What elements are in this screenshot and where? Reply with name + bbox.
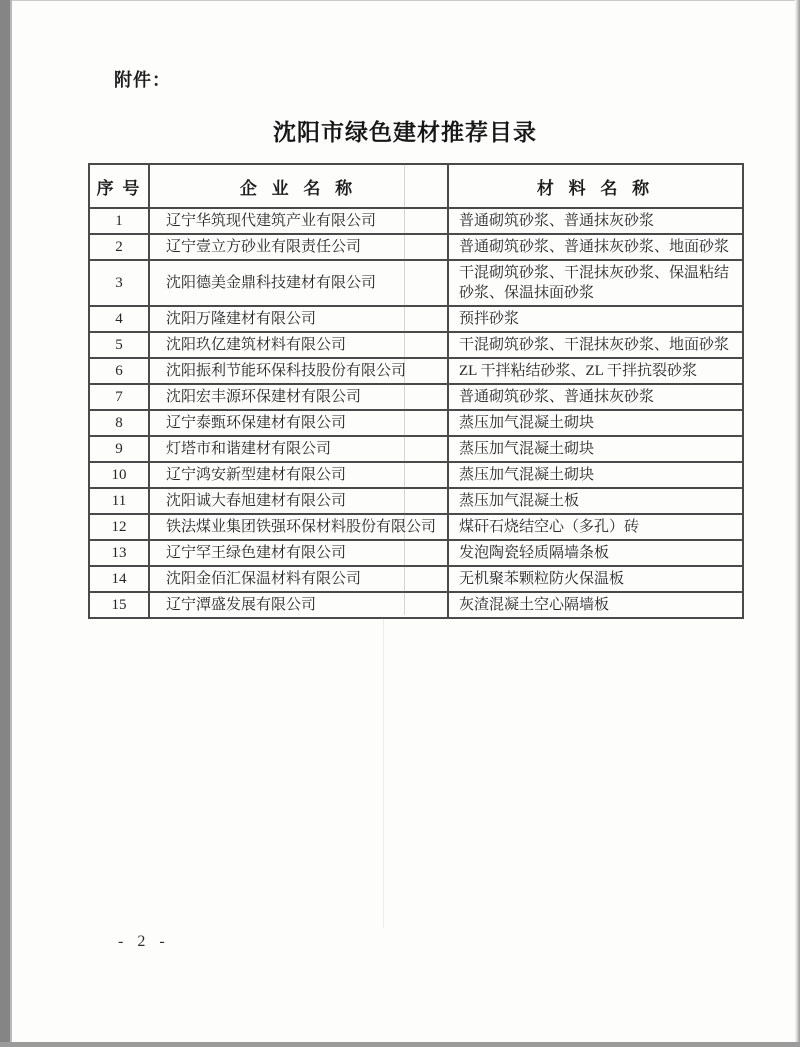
material-cell: ZL 干拌粘结砂浆、ZL 干拌抗裂砂浆 [448, 358, 743, 384]
company-cell: 辽宁潭盛发展有限公司 [149, 592, 448, 618]
company-cell: 辽宁华筑现代建筑产业有限公司 [149, 208, 448, 234]
table-row [89, 358, 743, 384]
row-number-cell: 14 [89, 566, 149, 592]
scan-edge-left [0, 0, 12, 1047]
table-row [89, 566, 743, 592]
table-row [89, 436, 743, 462]
page-title: 沈阳市绿色建材推荐目录 [273, 119, 537, 145]
material-cell: 普通砌筑砂浆、普通抹灰砂浆 [448, 208, 743, 234]
table-row [89, 208, 743, 234]
table-header [89, 164, 743, 208]
row-number-cell: 6 [89, 358, 149, 384]
company-cell: 沈阳振利节能环保科技股份有限公司 [149, 358, 448, 384]
company-cell: 沈阳宏丰源环保建材有限公司 [149, 384, 448, 410]
company-cell: 辽宁罕王绿色建材有限公司 [149, 540, 448, 566]
company-cell: 辽宁泰甄环保建材有限公司 [149, 410, 448, 436]
material-cell: 干混砌筑砂浆、干混抹灰砂浆、保温粘结砂浆、保温抹面砂浆 [448, 260, 743, 306]
table-row [89, 462, 743, 488]
table-row [89, 260, 743, 306]
row-number-cell: 11 [89, 488, 149, 514]
catalog-table [88, 163, 744, 619]
paper-crease-line [404, 163, 405, 615]
row-number-cell: 10 [89, 462, 149, 488]
page-number: - 2 - [118, 933, 170, 950]
scan-edge-bottom [0, 1042, 800, 1047]
company-cell: 铁法煤业集团铁强环保材料股份有限公司 [149, 514, 448, 540]
company-cell: 沈阳金佰汇保温材料有限公司 [149, 566, 448, 592]
row-number-cell: 9 [89, 436, 149, 462]
company-cell: 辽宁壹立方砂业有限责任公司 [149, 234, 448, 260]
table-row [89, 488, 743, 514]
material-cell: 蒸压加气混凝土砌块 [448, 436, 743, 462]
row-number-cell: 15 [89, 592, 149, 618]
row-number-cell: 3 [89, 260, 149, 306]
table-body [89, 208, 743, 618]
header-row [89, 164, 743, 208]
company-cell: 沈阳德美金鼎科技建材有限公司 [149, 260, 448, 306]
row-number-cell: 12 [89, 514, 149, 540]
company-cell: 辽宁鸿安新型建材有限公司 [149, 462, 448, 488]
row-number-cell: 4 [89, 306, 149, 332]
header-company-name: 企 业 名 称 [149, 164, 448, 208]
row-number-cell: 8 [89, 410, 149, 436]
row-number-cell: 7 [89, 384, 149, 410]
row-number-cell: 5 [89, 332, 149, 358]
material-cell: 无机聚苯颗粒防火保温板 [448, 566, 743, 592]
company-cell: 沈阳万隆建材有限公司 [149, 306, 448, 332]
company-cell: 沈阳诚大春旭建材有限公司 [149, 488, 448, 514]
paper-crease-line-lower [383, 618, 384, 928]
material-cell: 蒸压加气混凝土砌块 [448, 410, 743, 436]
company-cell: 沈阳玖亿建筑材料有限公司 [149, 332, 448, 358]
row-number-cell: 13 [89, 540, 149, 566]
header-material-name: 材 料 名 称 [448, 164, 743, 208]
company-cell: 灯塔市和谐建材有限公司 [149, 436, 448, 462]
header-serial-number: 序 号 [89, 164, 149, 208]
row-number-cell: 1 [89, 208, 149, 234]
material-cell: 干混砌筑砂浆、干混抹灰砂浆、地面砂浆 [448, 332, 743, 358]
table-row [89, 540, 743, 566]
material-cell: 灰渣混凝土空心隔墙板 [448, 592, 743, 618]
material-cell: 普通砌筑砂浆、普通抹灰砂浆 [448, 384, 743, 410]
material-cell: 蒸压加气混凝土板 [448, 488, 743, 514]
table-row [89, 514, 743, 540]
material-cell: 蒸压加气混凝土砌块 [448, 462, 743, 488]
material-cell: 发泡陶瓷轻质隔墙条板 [448, 540, 743, 566]
table-row [89, 592, 743, 618]
table-row [89, 234, 743, 260]
row-number-cell: 2 [89, 234, 149, 260]
material-cell: 普通砌筑砂浆、普通抹灰砂浆、地面砂浆 [448, 234, 743, 260]
table-row [89, 332, 743, 358]
table-row [89, 306, 743, 332]
document-page [14, 0, 796, 1042]
table-row [89, 410, 743, 436]
material-cell: 煤矸石烧结空心（多孔）砖 [448, 514, 743, 540]
attachment-label: 附件： [114, 70, 171, 90]
material-cell: 预拌砂浆 [448, 306, 743, 332]
table-row [89, 384, 743, 410]
